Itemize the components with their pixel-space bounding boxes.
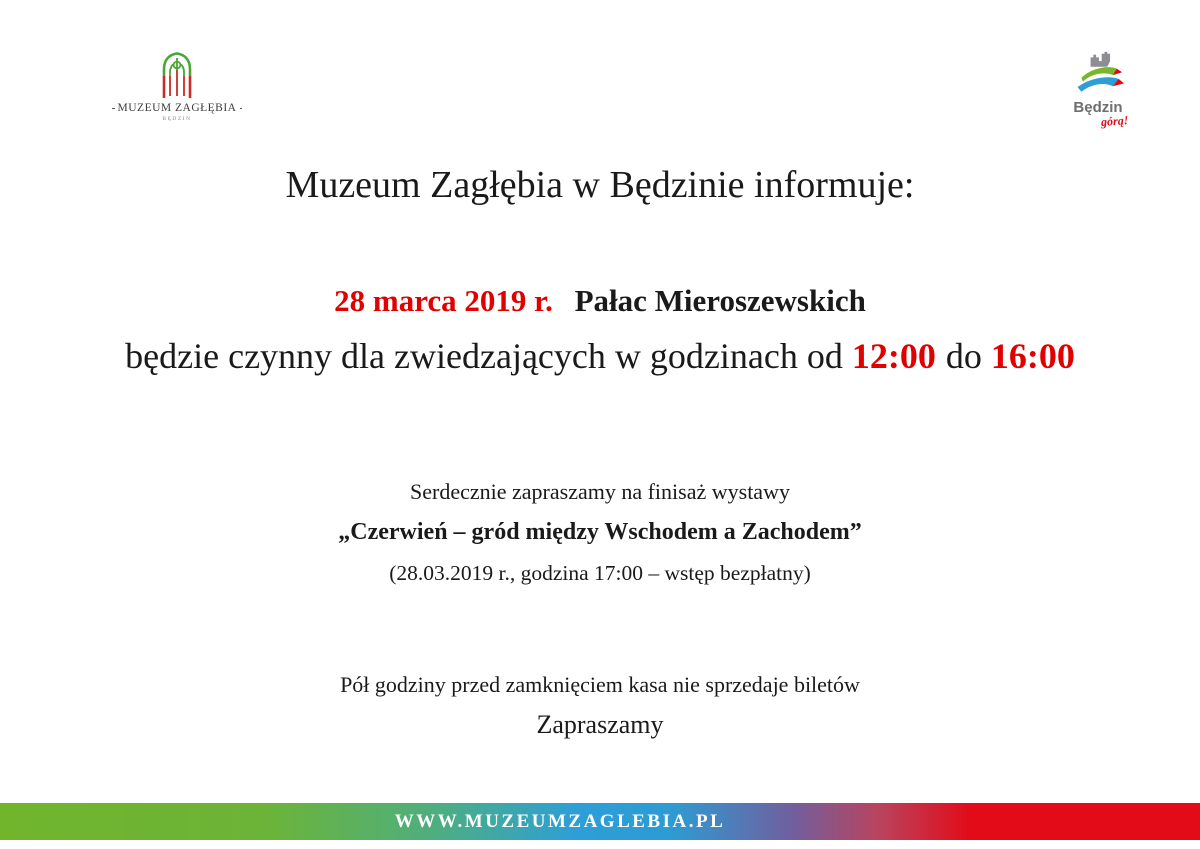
footer-website-url[interactable]: WWW.MUZEUMZAGLEBIA.PL xyxy=(394,810,726,832)
city-logo-tagline: górą! xyxy=(1100,113,1129,129)
open-time: 12:00 xyxy=(851,336,936,376)
museum-logo xyxy=(112,52,242,122)
opening-hours-line xyxy=(0,335,1200,377)
date-venue-line xyxy=(0,283,1200,319)
castle-hill-icon xyxy=(1069,50,1127,102)
page-title: Muzeum Zagłębia w Będzinie informuje: xyxy=(285,164,915,206)
city-logo-name: Będzin xyxy=(1073,99,1123,116)
hours-prefix: będzie czynny dla zwiedzających w godzinach od xyxy=(125,336,852,376)
venue-name: Pałac Mieroszewskich xyxy=(574,283,866,318)
museum-logo-name: MUZEUM ZAGŁĘBIA xyxy=(117,102,237,114)
exhibition-title: „Czerwień – gród między Wschodem a Zachodem” xyxy=(338,519,862,545)
close-time: 16:00 xyxy=(990,336,1075,376)
closing-invite: Zapraszamy xyxy=(536,710,664,739)
footer-bar xyxy=(0,803,1200,840)
ticket-note: Pół godziny przed zamknięciem kasa nie sprzedaje biletów xyxy=(340,672,860,697)
gothic-window-icon xyxy=(161,52,193,100)
logo-rule-right xyxy=(240,108,243,109)
invite-intro: Serdecznie zapraszamy na finisaż wystawy xyxy=(410,479,790,504)
city-logo xyxy=(1066,50,1130,127)
museum-logo-subtitle: BĘDZIN xyxy=(162,116,192,122)
event-date: 28 marca 2019 r. xyxy=(334,283,553,318)
hours-separator: do xyxy=(945,336,991,376)
exhibition-details: (28.03.2019 r., godzina 17:00 – wstęp bezpłatny) xyxy=(389,561,811,585)
